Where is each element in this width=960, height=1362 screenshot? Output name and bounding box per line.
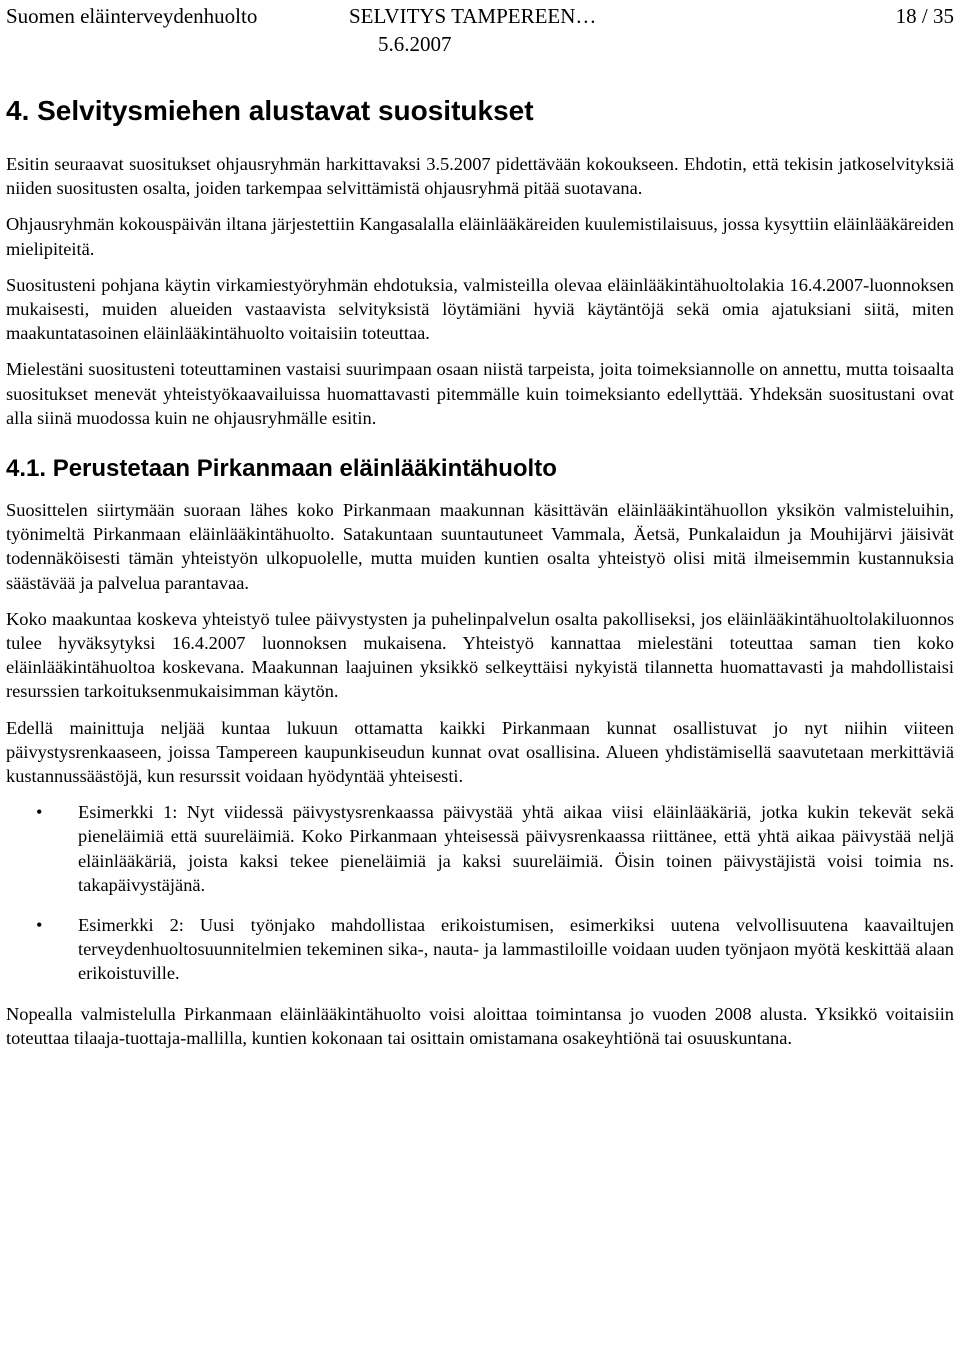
bullet-icon: •: [36, 915, 43, 936]
list-item-text: Esimerkki 2: Uusi työnjako mahdollistaa erikoistumisen, esimerkiksi uutena velvollisuutena kaavailtujen terveydenhuoltosuunnitelmien tekeminen sika-, nauta- ja lammastiloille voidaan uuden työnjaon myötä keskittää alaan erikoistuville.: [78, 915, 954, 984]
section-4-1-paragraph-3: Edellä mainittuja neljää kuntaa lukuun ottamatta kaikki Pirkanmaan kunnat osallistuvat jo nyt niihin viiteen päivystysrenkaaseen, joissa Tampereen kaupunkiseudun kunnat ovat osallisina. Alueen yhdistämisellä saavutetaan merkittäviä kustannussäästöjä, kun resurssit voidaan hyödyntää yhteisesti.: [6, 717, 954, 787]
page-number: 18 / 35: [895, 4, 954, 28]
section-4-paragraph-2: Ohjausryhmän kokouspäivän iltana järjestettiin Kangasalalla eläinlääkäreiden kuulemistilaisuus, jossa kysyttiin eläinlääkäreiden mielipiteitä.: [6, 214, 954, 259]
list-item-text: Esimerkki 1: Nyt viidessä päivystysrenkaassa päivystää yhtä aikaa viisi eläinlääkäriä, jotka kukin tekevät sekä pieneläimiä että suureläimiä. Koko Pirkanmaan yhteisessä päivysrenkaassa riittänee, että yhtä aikaa päivystää neljä eläinlääkäriä, joista kaksi tekee pieneläimiä ja kaksi suureläimiä. Öisin toinen päivystäjistä voisi toimia ns. takapäivystäjänä.: [78, 802, 954, 895]
header-title: SELVITYS TAMPEREEN…: [349, 4, 597, 28]
header-organization: Suomen eläinterveydenhuolto: [6, 4, 258, 28]
section-4-1-heading: 4.1. Perustetaan Pirkanmaan eläinlääkintähuolto: [6, 455, 557, 483]
example-list: [6, 800, 954, 985]
document-page: [6, 0, 954, 1062]
section-4-paragraph-4: Mielestäni suositusteni toteuttaminen vastaisi suurimpaan osaan niistä tarpeista, joita toimeksiannolle on annettu, mutta toisaalta suositukset menevät yhteistyökaavailuissa huomattavasti pitemmälle kuin toimeksianto edellyttää. Yhdeksän suositustani ovat alla siinä muodossa kuin ne ohjausryhmälle esitin.: [6, 359, 954, 428]
header-date: 5.6.2007: [378, 32, 452, 56]
list-item: [6, 800, 954, 897]
section-4-paragraph-3: Suositusteni pohjana käytin virkamiestyöryhmän ehdotuksia, valmisteilla olevaa eläinlääkintähuoltolakia 16.4.2007-luonnoksen mukaisesti, muiden alueiden vastaavista selvityksistä löytämiäni hyviä käytäntöjä sekä omia ajatuksiani siitä, miten maakuntatasoinen eläinlääkintähuolto voitaisiin toteuttaa.: [6, 274, 954, 344]
section-4-paragraph-1: Esitin seuraavat suositukset ohjausryhmän harkittavaksi 3.5.2007 pidettävään kokoukseen. Ehdotin, että tekisin jatkoselvityksiä niiden suositusten osalta, joiden tarkempaa selvittämistä ohjausryhmä pitää suotavana.: [6, 154, 954, 199]
closing-paragraph: Nopealla valmistelulla Pirkanmaan eläinlääkintähuolto voisi aloittaa toimintansa jo vuoden 2008 alusta. Yksikkö voitaisiin toteuttaa tilaaja-tuottaja-mallilla, kuntien kokonaan tai osittain omistamana osakeyhtiönä tai osuuskuntana.: [6, 1003, 954, 1048]
section-4-1-paragraph-2: Koko maakuntaa koskeva yhteistyö tulee päivystysten ja puhelinpalvelun osalta pakolliseksi, jos eläinlääkintähuoltolakiluonnos tulee hyväksytyksi 16.4.2007 luonnoksen mukaisena. Yhteistyö kannattaa mielestäni toteuttaa saman tien koko eläinlääkintähuoltoa koskevana. Maakunnan laajuinen yksikkö selkeyttäisi nykyistä tilannetta huomattavasti ja mahdollistaisi resurssien tarkoituksenmukaisimman käytön.: [6, 608, 954, 702]
section-4-1-paragraph-1: Suosittelen siirtymään suoraan lähes koko Pirkanmaan maakunnan käsittävän eläinlääkintähuollon yksikön valmisteluihin, työnimeltä Pirkanmaan eläinlääkintähuolto. Satakuntaan suuntautuneet Vammala, Äetsä, Punkalaidun ja Mouhijärvi jäisivät todennäköisesti tämän yhteistyön ulkopuolelle, mutta muiden kuntien osalta yhteistyö olisi mitä ilmeisemmin kustannuksia säästävää ja palvelua parantavaa.: [6, 500, 954, 593]
page-header: [6, 0, 954, 60]
section-4-heading: 4. Selvitysmiehen alustavat suositukset: [6, 95, 534, 126]
list-item: [6, 913, 954, 986]
bullet-icon: •: [36, 802, 43, 823]
